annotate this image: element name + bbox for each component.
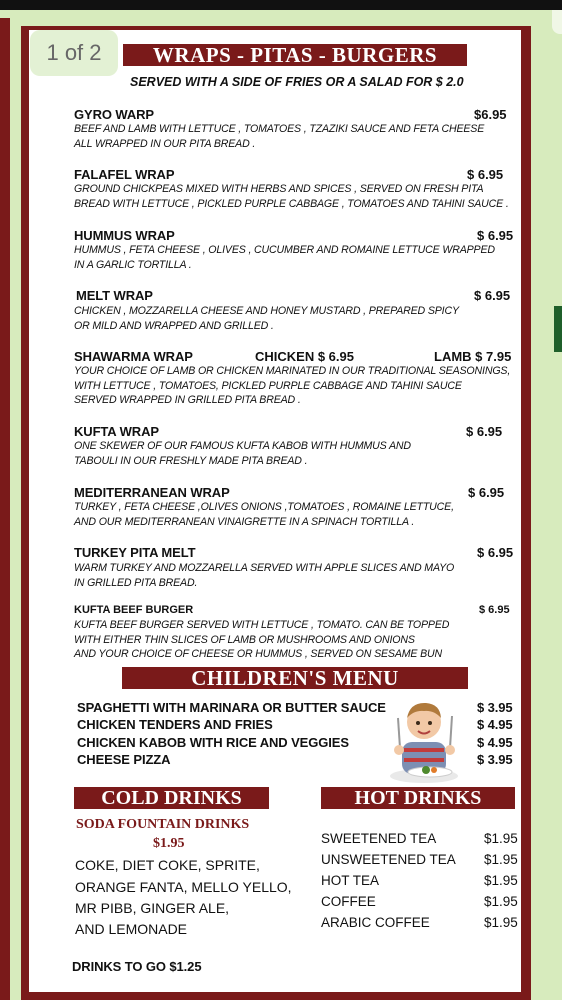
item-description: YOUR CHOICE OF LAMB OR CHICKEN MARINATED IN OUR TRADITIONAL SEASONINGS, bbox=[74, 365, 511, 377]
item-name: HUMMUS WRAP bbox=[74, 228, 175, 243]
item-price: $ 6.95 bbox=[474, 288, 511, 303]
item-description: GROUND CHICKPEAS MIXED WITH HERBS AND SPICES , SERVED ON FRESH PITA bbox=[74, 183, 484, 195]
menu-border-bottom bbox=[21, 992, 531, 1000]
item-price: $ 6.95 bbox=[466, 424, 503, 439]
item-name: FALAFEL WRAP bbox=[74, 167, 175, 182]
kids-item-name: CHICKEN KABOB WITH RICE AND VEGGIES bbox=[77, 735, 349, 750]
item-name: SHAWARMA WRAP bbox=[74, 349, 193, 364]
section-title-wraps: WRAPS - PITAS - BURGERS bbox=[123, 44, 467, 66]
hot-drink-name: UNSWEETENED TEA bbox=[321, 852, 456, 867]
cold-drink-line: AND LEMONADE bbox=[75, 921, 188, 937]
hot-drink-name: SWEETENED TEA bbox=[321, 831, 437, 846]
cold-drink-line: ORANGE FANTA, MELLO YELLO, bbox=[75, 879, 292, 895]
section-title-cold-drinks: COLD DRINKS bbox=[74, 787, 269, 809]
item-description: AND OUR MEDITERRANEAN VINAIGRETTE IN A SPINACH TORTILLA . bbox=[74, 516, 415, 528]
item-description: WARM TURKEY AND MOZZARELLA SERVED WITH APPLE SLICES AND MAYO bbox=[74, 562, 455, 574]
item-name: GYRO WARP bbox=[74, 107, 154, 122]
item-description: BEEF AND LAMB WITH LETTUCE , TOMATOES , TZAZIKI SAUCE AND FETA CHEESE bbox=[74, 123, 485, 135]
item-description: WITH LETTUCE , TOMATOES, PICKLED PURPLE CABBAGE AND TAHINI SAUCE bbox=[74, 380, 462, 392]
item-price: $6.95 bbox=[474, 107, 507, 122]
item-price: $ 6.95 bbox=[477, 228, 514, 243]
frame-left bbox=[0, 18, 10, 1000]
item-description: HUMMUS , FETA CHEESE , OLIVES , CUCUMBER AND ROMAINE LETTUCE WRAPPED bbox=[74, 244, 495, 256]
item-description: BREAD WITH LETTUCE , PICKLED PURPLE CABBAGE , TOMATOES AND TAHINI SAUCE . bbox=[74, 198, 509, 210]
hot-drink-price: $1.95 bbox=[484, 831, 518, 846]
hot-drink-name: ARABIC COFFEE bbox=[321, 915, 430, 930]
hot-drink-name: COFFEE bbox=[321, 894, 376, 909]
item-description: TURKEY , FETA CHEESE ,OLIVES ONIONS ,TOMATOES , ROMAINE LETTUCE, bbox=[74, 501, 454, 513]
soda-price: $1.95 bbox=[153, 836, 185, 851]
section-title-children: CHILDREN'S MENU bbox=[122, 667, 468, 689]
kids-item-price: $ 4.95 bbox=[477, 735, 513, 750]
item-description: IN A GARLIC TORTILLA . bbox=[74, 259, 192, 271]
drinks-to-go: DRINKS TO GO $1.25 bbox=[72, 959, 202, 974]
item-price-chicken: CHICKEN $ 6.95 bbox=[255, 349, 354, 364]
item-price: $ 6.95 bbox=[479, 604, 510, 616]
section-subtitle: SERVED WITH A SIDE OF FRIES OR A SALAD FOR $ 2.0 bbox=[130, 75, 464, 89]
item-description: ONE SKEWER OF OUR FAMOUS KUFTA KABOB WITH HUMMUS AND bbox=[74, 440, 411, 452]
page-indicator[interactable]: 1 of 2 bbox=[30, 30, 118, 76]
hot-drink-price: $1.95 bbox=[484, 915, 518, 930]
item-description: OR MILD AND WRAPPED AND GRILLED . bbox=[74, 320, 274, 332]
item-description: CHICKEN , MOZZARELLA CHEESE AND HONEY MUSTARD , PREPARED SPICY bbox=[74, 305, 459, 317]
item-description: AND YOUR CHOICE OF CHEESE OR HUMMUS , SERVED ON SESAME BUN bbox=[74, 648, 443, 660]
soda-label: SODA FOUNTAIN DRINKS bbox=[76, 817, 250, 832]
cold-drink-line: MR PIBB, GINGER ALE, bbox=[75, 900, 230, 916]
item-description: WITH EITHER THIN SLICES OF LAMB OR MUSHROOMS AND ONIONS bbox=[74, 634, 415, 646]
section-title-hot-drinks: HOT DRINKS bbox=[321, 787, 515, 809]
hot-drink-price: $1.95 bbox=[484, 852, 518, 867]
hot-drink-price: $1.95 bbox=[484, 894, 518, 909]
child-photo bbox=[374, 692, 474, 784]
cold-drink-line: COKE, DIET COKE, SPRITE, bbox=[75, 857, 260, 873]
item-price: $ 6.95 bbox=[468, 485, 505, 500]
item-name: KUFTA BEEF BURGER bbox=[74, 604, 194, 616]
item-name: MEDITERRANEAN WRAP bbox=[74, 485, 230, 500]
item-description: TABOULI IN OUR FRESHLY MADE PITA BREAD . bbox=[74, 455, 308, 467]
kids-item-price: $ 3.95 bbox=[477, 752, 513, 767]
kids-item-price: $ 3.95 bbox=[477, 700, 513, 715]
item-description: SERVED WRAPPED IN GRILLED PITA BREAD . bbox=[74, 394, 301, 406]
hot-drink-name: HOT TEA bbox=[321, 873, 380, 888]
status-bar bbox=[0, 0, 562, 10]
hot-drink-price: $1.95 bbox=[484, 873, 518, 888]
item-description: IN GRILLED PITA BREAD. bbox=[74, 577, 198, 589]
item-name: TURKEY PITA MELT bbox=[74, 545, 196, 560]
item-price: $ 6.95 bbox=[477, 545, 514, 560]
kids-item-name: CHEESE PIZZA bbox=[77, 752, 171, 767]
side-tab bbox=[554, 306, 562, 352]
item-price: $ 6.95 bbox=[467, 167, 504, 182]
kids-item-name: CHICKEN TENDERS AND FRIES bbox=[77, 717, 273, 732]
kids-item-price: $ 4.95 bbox=[477, 717, 513, 732]
item-name: KUFTA WRAP bbox=[74, 424, 159, 439]
item-price-lamb: LAMB $ 7.95 bbox=[434, 349, 512, 364]
item-description: ALL WRAPPED IN OUR PITA BREAD . bbox=[74, 138, 256, 150]
item-description: KUFTA BEEF BURGER SERVED WITH LETTUCE , TOMATO. CAN BE TOPPED bbox=[74, 619, 450, 631]
kids-item-name: SPAGHETTI WITH MARINARA OR BUTTER SAUCE bbox=[77, 700, 386, 715]
frame-corner bbox=[552, 10, 562, 34]
item-name: MELT WRAP bbox=[76, 288, 153, 303]
